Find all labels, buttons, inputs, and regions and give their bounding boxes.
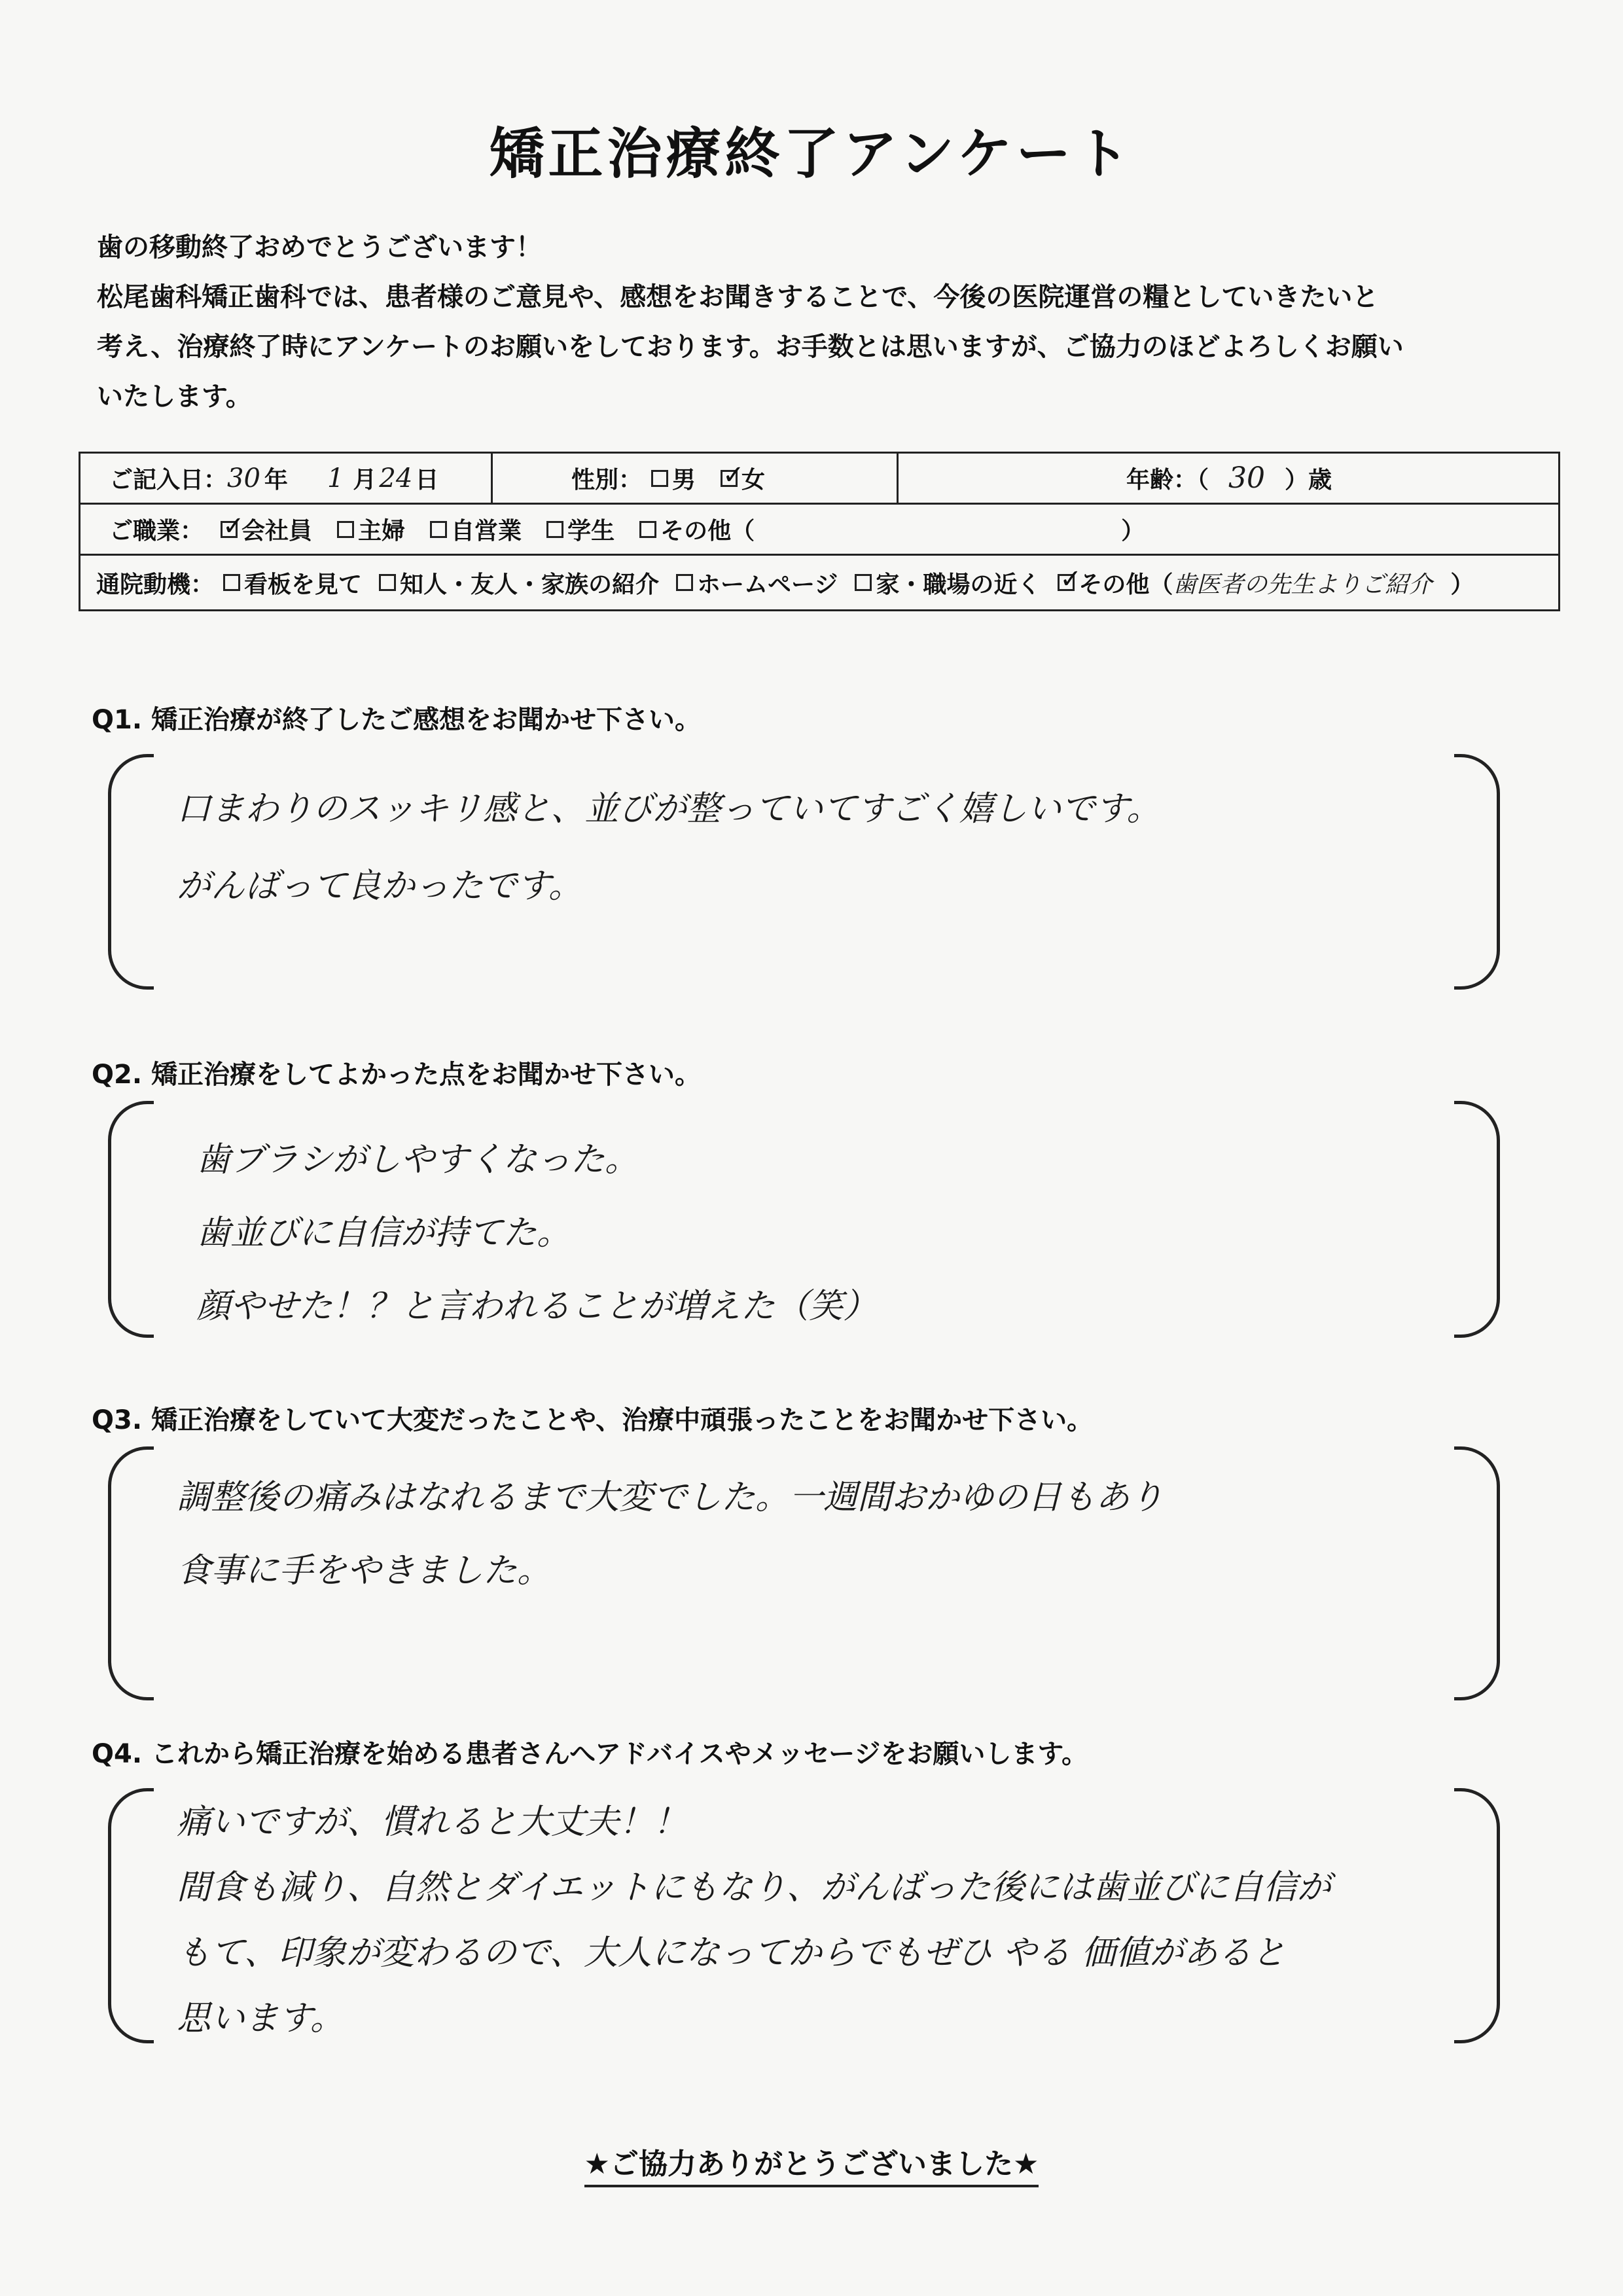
occupation-option-label: 主婦 [358,518,406,545]
answer-2[interactable] [196,1140,1492,1333]
motive-close: ） [1450,571,1474,598]
gender-male-option[interactable] [651,461,696,495]
gender-male-label: 男 [672,467,696,493]
occupation-option-label: 自営業 [451,518,522,545]
info-row-occupation [80,505,1558,556]
date-month-value[interactable]: 1 [327,463,344,493]
answer-1-line: がんばって良かったです。 [177,867,582,906]
answer-4-line: もて、印象が変わるので、大人になってからでもぜひ やる 価値があると [177,1933,1286,1973]
date-day-value[interactable]: 24 [379,463,413,493]
date-cell [80,454,493,503]
intro-line: 考え、治療終了時にアンケートのお願いをしております。お手数とは思いますが、ご協力のほどよろしくお願い [97,332,1404,362]
occupation-option[interactable] [639,512,755,546]
answer-4[interactable] [177,1805,1472,2080]
occupation-label: ご職業： [109,518,204,545]
motive-option[interactable] [1058,566,1173,600]
year-unit: 年 [264,467,288,493]
occupation-checkbox[interactable] [221,521,238,538]
gender-cell [493,454,899,503]
motive-checkbox[interactable] [855,574,872,591]
question-3-label: Q3. 矯正治療をしていて大変だったことや、治療中頑張ったことをお聞かせ下さい。 [92,1405,1094,1435]
closing-message [0,2140,1623,2182]
occupation-option[interactable] [430,512,522,546]
age-value[interactable]: 30 [1228,461,1265,495]
question-1-label: Q1. 矯正治療が終了したご感想をお聞かせ下さい。 [92,705,701,735]
motive-option[interactable] [676,566,838,600]
motive-checkbox[interactable] [379,574,396,591]
day-unit: 日 [415,467,439,493]
occupation-option-label: その他（ [660,518,755,545]
motive-option[interactable] [855,566,1041,600]
age-label-close: ）歳 [1285,467,1332,493]
date-label: ご記入日： [109,467,228,493]
motive-label: 通院動機： [96,571,215,598]
answer-3-line: 食事に手をやきました。 [177,1551,552,1590]
occupation-cell [109,505,1536,554]
gender-female-label: 女 [741,467,766,493]
age-cell [899,454,1560,503]
occupation-checkbox[interactable] [546,521,563,538]
question-4-label: Q4. これから矯正治療を始める患者さんへアドバイスやメッセージをお願いします。 [92,1739,1088,1769]
answer-3[interactable] [177,1480,1472,1611]
closing-text: ★ご協力ありがとうございました★ [584,2147,1039,2187]
occupation-checkbox[interactable] [430,521,447,538]
answer-4-line: 痛いですが、慣れると大丈夫！！ [177,1803,688,1842]
gender-female-checkbox[interactable] [721,470,738,487]
occupation-checkbox[interactable] [639,521,656,538]
motive-option-label: 知人・友人・家族の紹介 [400,571,660,598]
occupation-option[interactable] [546,512,615,546]
motive-other-value[interactable]: 歯医者の先生よりご紹介 [1173,571,1433,598]
info-row-motive [80,556,1558,609]
answer-3-line: 調整後の痛みはなれるまで大変でした。一週間おかゆの日もあり [177,1478,1164,1517]
answer-4-line: 間食も減り、自然とダイエットにもなり、がんばった後には歯並びに自信が [177,1868,1331,1907]
intro-line: 松尾歯科矯正歯科では、患者様のご意見や、感想をお聞きすることで、今後の医院運営の糧としていきたいと [97,282,1379,312]
motive-cell [96,556,1549,609]
intro-paragraph [97,223,1537,422]
occupation-option[interactable] [337,512,405,546]
month-unit: 月 [353,467,377,493]
motive-checkbox[interactable] [676,574,693,591]
intro-line: いたします。 [97,382,252,412]
answer-2-line: 顔やせた！？と言われることが増えた（笑） [196,1287,878,1326]
date-year-value[interactable]: 30 [227,463,260,493]
answer-2-bracket-left [108,1101,154,1338]
motive-option[interactable] [223,566,362,600]
document-title: 矯正治療終了アンケート [489,122,1134,186]
answer-4-bracket-left [108,1788,154,2043]
motive-checkbox[interactable] [1058,574,1075,591]
answer-1-bracket-left [108,754,154,990]
occupation-close: ） [1121,518,1145,545]
gender-male-checkbox[interactable] [651,470,668,487]
motive-option[interactable] [379,566,659,600]
gender-label: 性別： [571,467,643,493]
motive-checkbox[interactable] [223,574,240,591]
motive-option-label: その他（ [1079,571,1173,598]
answer-2-line: 歯ブラシがしやすくなった。 [196,1140,639,1179]
occupation-checkbox[interactable] [337,521,354,538]
intro-line: 歯の移動終了おめでとうございます！ [97,232,542,262]
occupation-option-label: 学生 [567,518,615,545]
question-2-label: Q2. 矯正治療をしてよかった点をお聞かせ下さい。 [92,1060,701,1090]
motive-option-label: 看板を見て [244,571,363,598]
motive-option-label: 家・職場の近く [876,571,1041,598]
answer-1[interactable] [177,789,1472,923]
occupation-option[interactable] [221,512,312,546]
answer-2-line: 歯並びに自信が持てた。 [196,1213,571,1253]
answer-4-line: 思います。 [177,1999,344,2038]
answer-1-line: 口まわりのスッキリ感と、並びが整っていてすごく嬉しいです。 [177,789,1161,829]
info-row-basic [80,454,1558,505]
answer-3-bracket-left [108,1446,154,1700]
motive-option-label: ホームページ [697,571,838,598]
age-label-open: 年齢：（ [1126,467,1209,493]
info-table [79,452,1560,611]
occupation-option-label: 会社員 [241,518,313,545]
gender-female-option[interactable] [721,461,765,495]
